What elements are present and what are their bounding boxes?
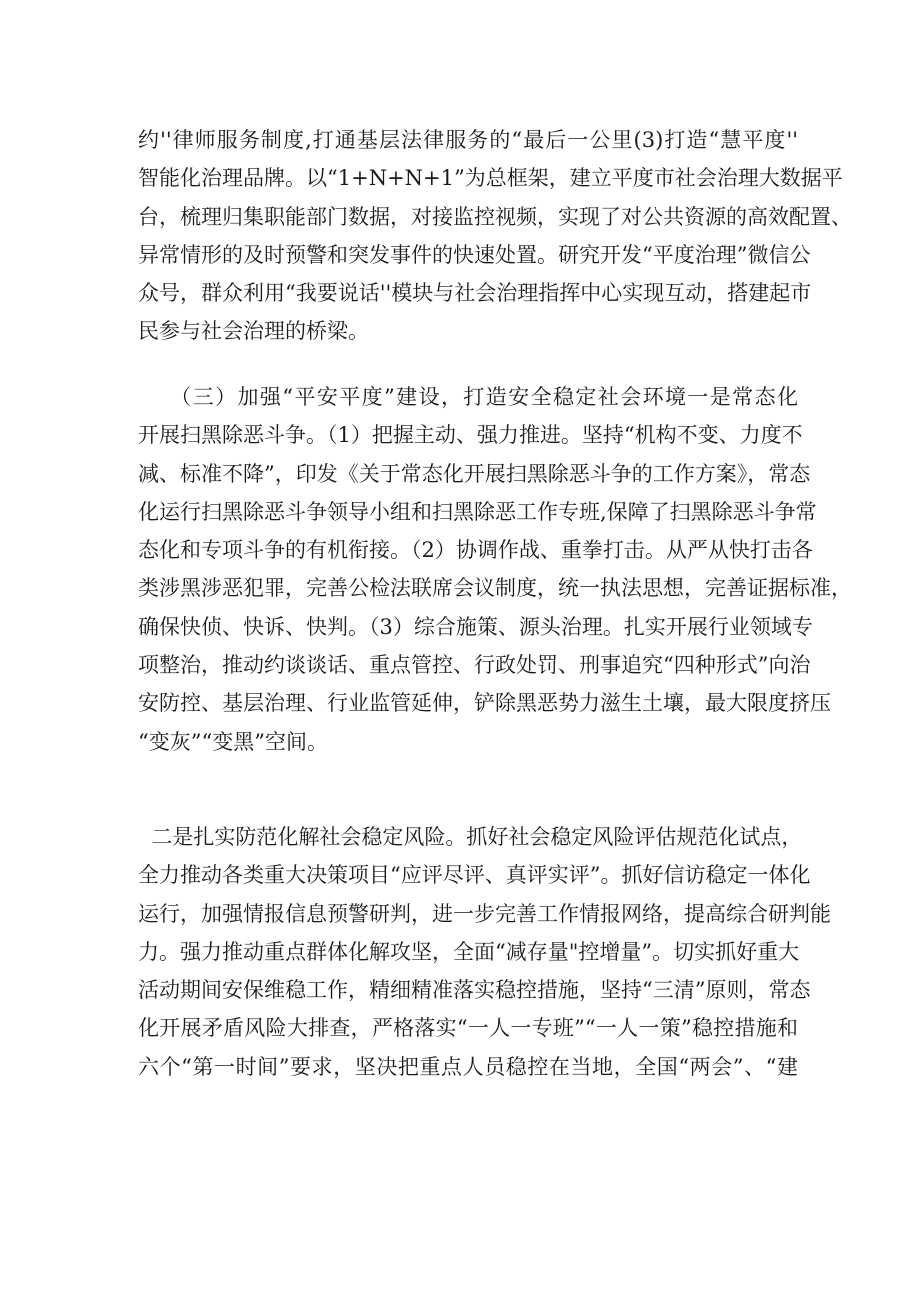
- paragraph-line: 运行，加强情报信息预警研判，进一步完善工作情报网络，提高综合研判能: [138, 901, 831, 926]
- paragraph-line: 化运行扫黑除恶斗争领导小组和扫黑除恶工作专班,保障了扫黑除恶斗争常: [138, 499, 817, 524]
- paragraph-3: [138, 825, 831, 1095]
- paragraph-line: 约''律师服务制度,打通基层法律服务的“最后一公里(3)打造“慧平度'': [138, 128, 798, 152]
- paragraph-line: 项整治，推动约谈谈话、重点管控、行政处罚、刑事追究“四种形式”向治: [138, 653, 811, 678]
- paragraph-line: 民参与社会治理的桥梁。: [138, 319, 369, 344]
- paragraph-1: [138, 128, 852, 360]
- paragraph-line: 六个“第一时间”要求，坚决把重点人员稳控在当地，全国“两会”、“建: [138, 1054, 798, 1079]
- paragraph-line: （三）加强“平安平度”建设，打造安全稳定社会环境一是常态化: [138, 385, 798, 409]
- paragraph-line: 化开展矛盾风险大排查，严格落实“一人一专班”“一人一策”稳控措施和: [138, 1016, 798, 1041]
- paragraph-line: 异常情形的及时预警和突发事件的快速处置。研究开发“平度治理”微信公: [138, 242, 811, 267]
- paragraph-line: 安防控、基层治理、行业监管延伸，铲除黑恶势力滋生土壤，最大限度挤压: [138, 691, 831, 716]
- paragraph-line: 减、标准不降”，印发《关于常态化开展扫黑除恶斗争的工作方案》，常态: [138, 461, 811, 486]
- paragraph-line: 活动期间安保维稳工作，精细精准落实稳控措施，坚持“三清”原则，常态: [138, 978, 811, 1003]
- paragraph-line: 智能化治理品牌。以“1+N+N+1”为总框架，建立平度市社会治理大数据平: [138, 166, 843, 191]
- paragraph-line: 态化和专项斗争的有机衔接。（2）协调作战、重拳打击。从严从快打击各: [138, 538, 813, 563]
- paragraph-line: 力。强力推动重点群体化解攻坚，全面“减存量"控增量”。切实抓好重大: [138, 939, 800, 964]
- paragraph-2: [138, 385, 852, 770]
- paragraph-line: “变灰”“变黑”空间。: [138, 729, 328, 754]
- paragraph-line: 众号，群众利用“我要说话''模块与社会治理指挥中心实现互动，搭建起市: [138, 281, 812, 306]
- paragraph-line: 二是扎实防范化解社会稳定风险。抓好社会稳定风险评估规范化试点，: [138, 825, 803, 849]
- paragraph-line: 确保快侦、快诉、快判。（3）综合施策、源头治理。扎实开展行业领域专: [138, 614, 813, 639]
- paragraph-line: 全力推动各类重大决策项目“应评尽评、真评实评”。抓好信访稳定一体化: [138, 863, 811, 888]
- paragraph-line: 开展扫黑除恶斗争。（1）把握主动、强力推进。坚持“机构不变、力度不: [138, 423, 803, 448]
- paragraph-line: 类涉黑涉恶犯罪，完善公检法联席会议制度，统一执法思想，完善证据标准，: [138, 576, 852, 601]
- paragraph-line: 台，梳理归集职能部门数据，对接监控视频，实现了对公共资源的高效配置、: [138, 204, 852, 229]
